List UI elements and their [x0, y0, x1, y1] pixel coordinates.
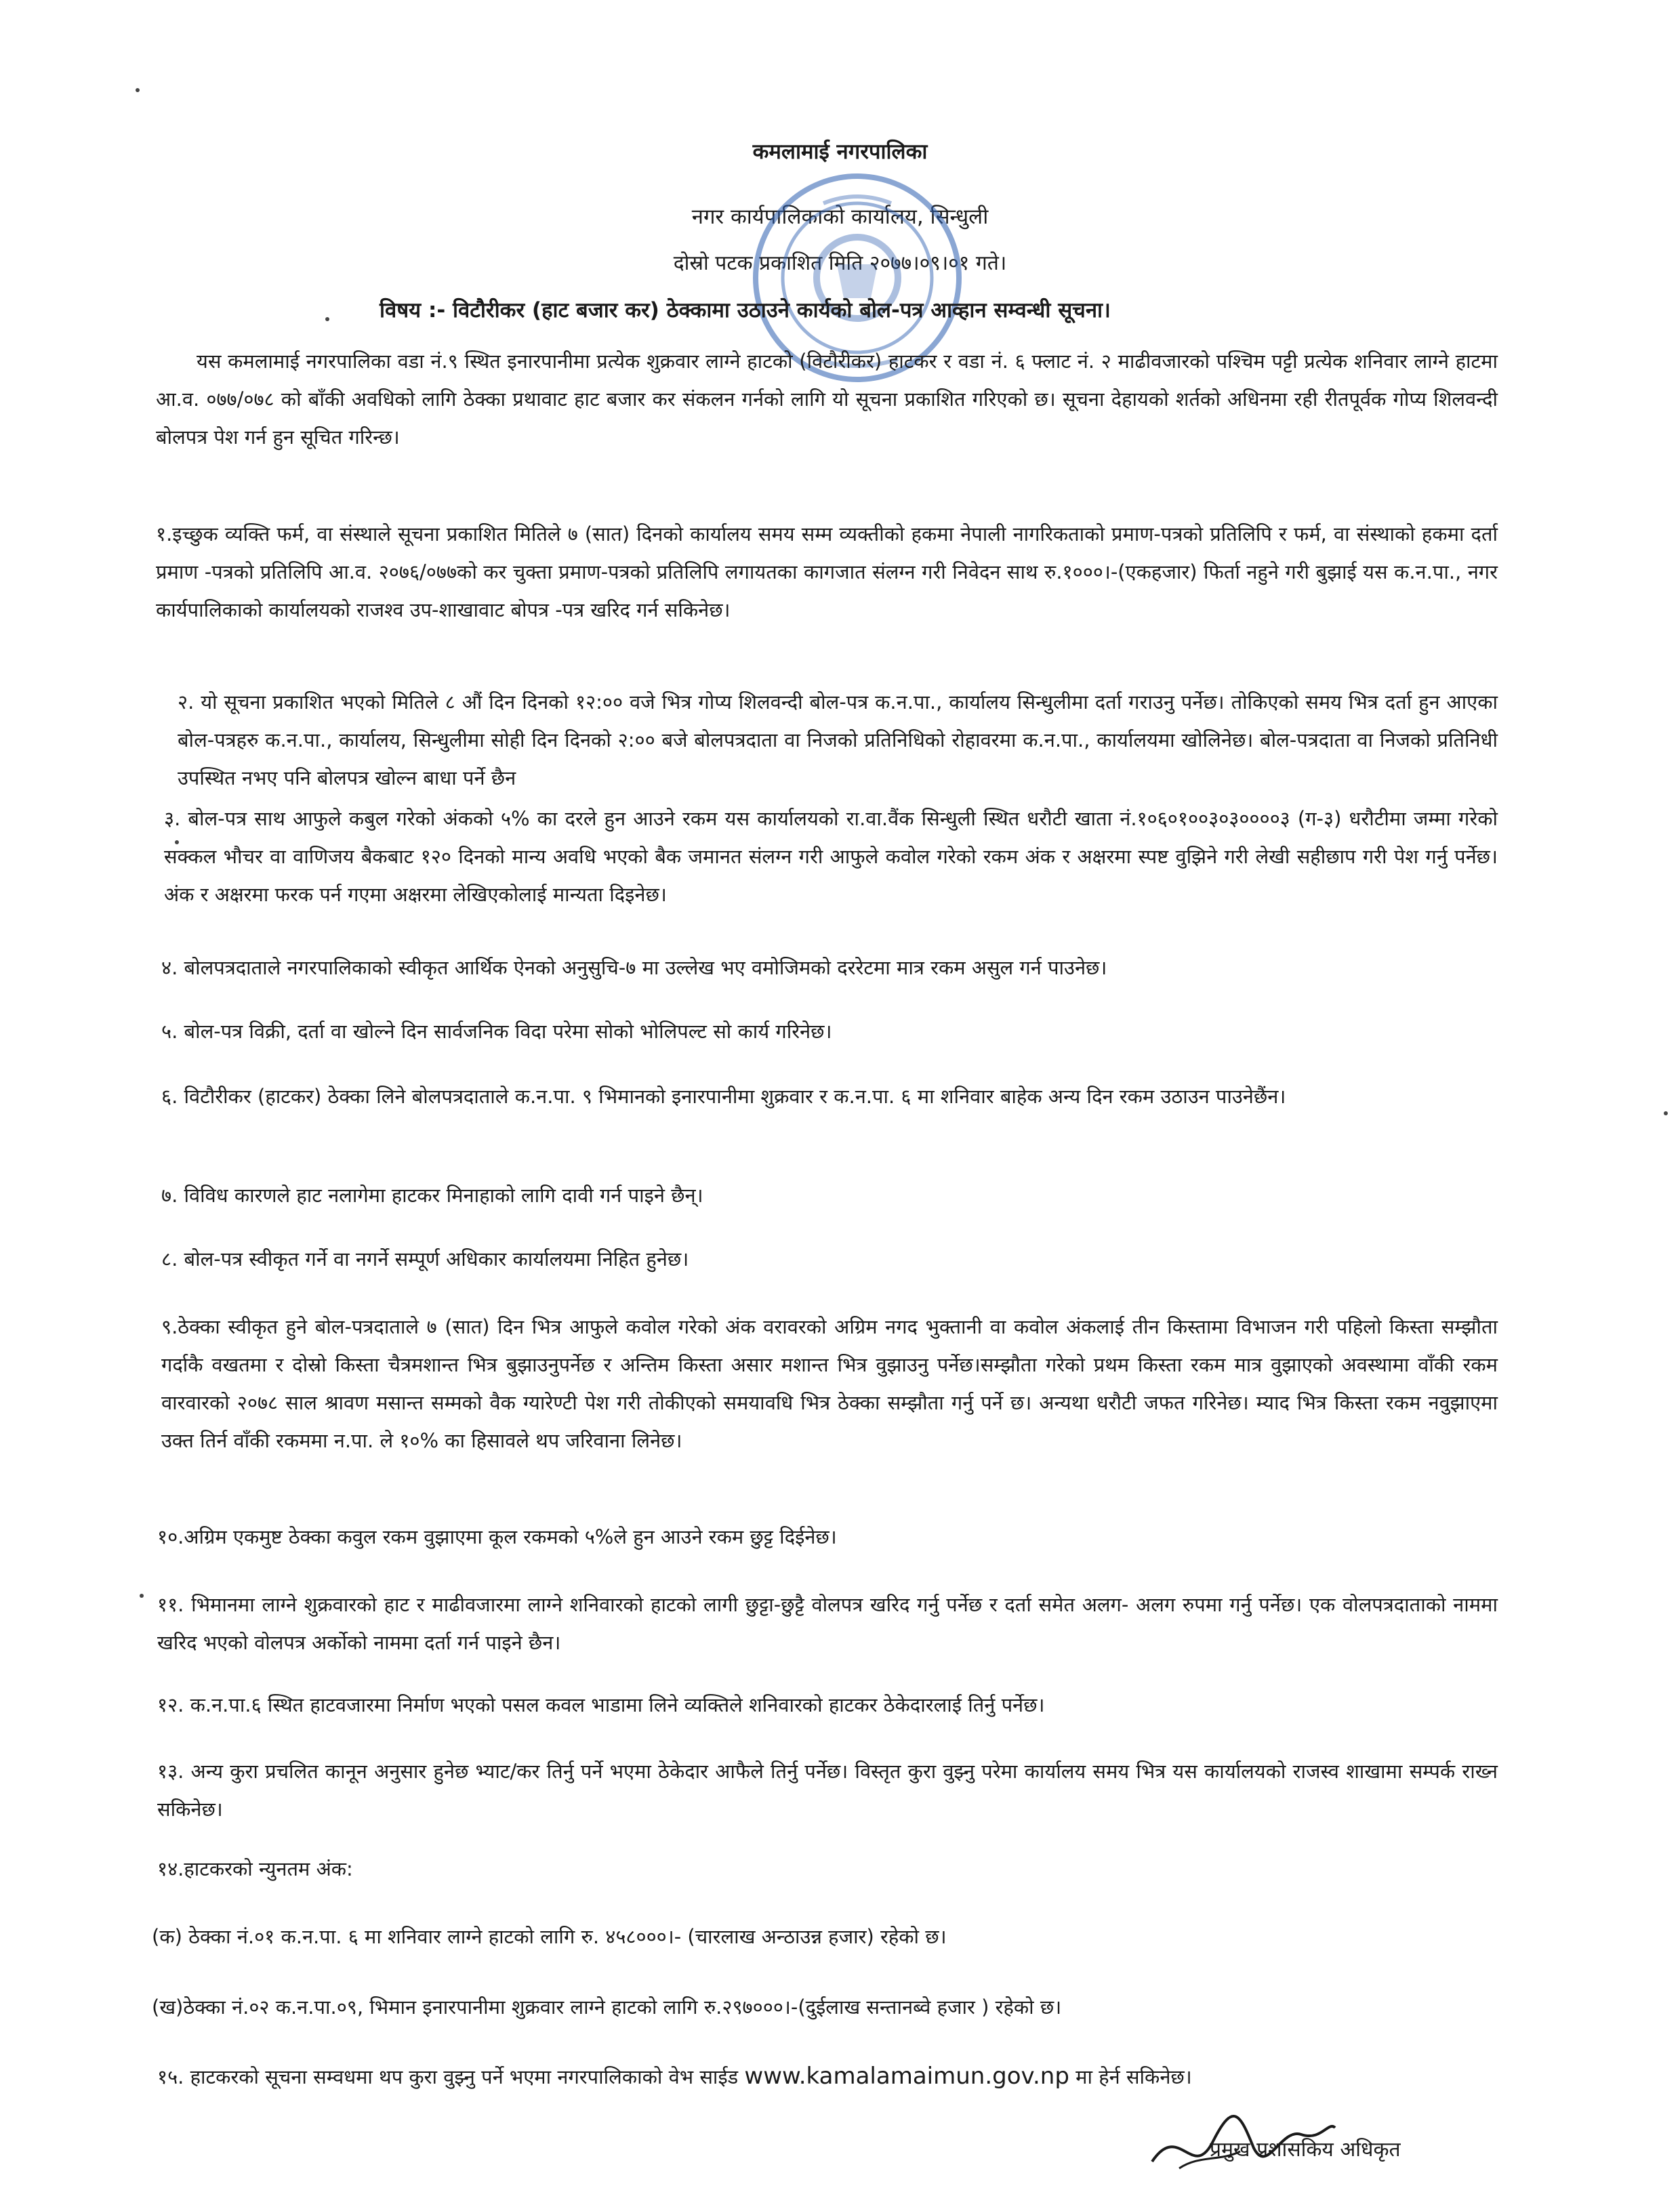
clause-6: ६. विटौरीकर (हाटकर) ठेक्का लिने बोलपत्रदाताले क.न.पा. ९ भिमानको इनारपानीमा शुक्रवार र क.न.पा. ६ मा शनिवार बाहेक अन्य दिन रकम उठाउन पाउनेछैंन।: [161, 1085, 1286, 1108]
clause-8: ८. बोल-पत्र स्वीकृत गर्ने वा नगर्ने सम्पूर्ण अधिकार कार्यालयमा निहित हुनेछ।: [161, 1247, 689, 1271]
clause-12: १२. क.न.पा.६ स्थित हाटवजारमा निर्माण भएको पसल कवल भाडामा लिने व्यक्तिले शनिवारको हाटकर ठेकेदारलाई तिर्नु पर्नेछ।: [157, 1693, 1045, 1716]
org-name: कमलामाई नगरपालिका: [752, 140, 928, 164]
notice-subject: विषय :- विटौरीकर (हाट बजार कर) ठेक्कामा उठाउने कार्यको बोल-पत्र आव्हान सम्वन्धी सूचना।: [380, 298, 1111, 323]
clause-7: ७. विविध कारणले हाट नलागेमा हाटकर मिनाहाको लागि दावी गर्न पाइने छैन्।: [161, 1184, 703, 1207]
signatory-title: प्रमुख प्रशासकिय अधिकृत: [1210, 2138, 1401, 2162]
publish-date: दोस्रो पटक प्रकाशित मिति २०७७।०९।०१ गते।: [673, 251, 1007, 275]
clause-14: १४.हाटकरको न्युनतम अंक:: [157, 1857, 353, 1880]
office-name: नगर कार्यपालिकाको कार्यालय, सिन्धुली: [691, 205, 989, 229]
notice-intro: यस कमलामाई नगरपालिका वडा नं.९ स्थित इनारपानीमा प्रत्येक शुक्रवार लाग्ने हाटको (विटौरीकर) हाटकर र वडा नं. ६ फ्लाट नं. २ माढीवजारको पश्चिम पट्टी प्रत्येक शनिवार लाग्ने हाटमा आ.व. ०७७/०७८ को बाँकी अवधिको लागि ठेक्का प्रथावाट हाट बजार कर संकलन गर्नको लागि यो सूचना प्रकाशित गरिएको छ। सूचना देहायको शर्तको अधिनमा रही रीतपूर्वक गोप्य शिलवन्दी बोलपत्र पेश गर्न हुन सूचित गरिन्छ।: [156, 350, 1498, 449]
clause-15-end: मा हेर्न सकिनेछ।: [1069, 2065, 1192, 2088]
clause-15: [157, 2057, 1498, 2096]
municipality-website-link[interactable]: www.kamalamaimun.gov.np: [744, 2063, 1069, 2090]
clause-14-kha: (ख)ठेक्का नं.०२ क.न.पा.०९, भिमान इनारपानीमा शुक्रवार लाग्ने हाटको लागि रु.२९७०००।-(दुईलाख सन्तानब्वे हजार ) रहेको छ।: [152, 1996, 1062, 2019]
clause-10: १०.अग्रिम एकमुष्ट ठेक्का कवुल रकम वुझाएमा कूल रकमको ५%ले हुन आउने रकम छुट्ट दिईनेछ।: [157, 1525, 837, 1548]
clause-4: ४. बोलपत्रदाताले नगरपालिकाको स्वीकृत आर्थिक ऐनको अनुसुचि-७ मा उल्लेख भए वमोजिमको दररेटमा मात्र रकम असुल गर्न पाउनेछ।: [161, 956, 1107, 979]
clause-3: ३. बोल-पत्र साथ आफुले कबुल गरेको अंकको ५% का दरले हुन आउने रकम यस कार्यालयको रा.वा.वैंक सिन्धुली स्थित धरौटी खाता नं.१०६०१००३०३००००३ (ग-३) धरौटीमा जम्मा गरेको सक्कल भौचर वा वाणिजय बैकबाट १२० दिनको मान्य अवधि भएको बैक जमानत संलग्न गरी आफुले कवोल गरेको रकम अंक र अक्षरमा स्पष्ट वुझिने गरी लेखी सहीछाप गरी पेश गर्नु पर्नेछ। अंक र अक्षरमा फरक पर्न गएमा अक्षरमा लेखिएकोलाई मान्यता दिइनेछ।: [164, 807, 1498, 906]
clause-1: १.इच्छुक व्यक्ति फर्म, वा संस्थाले सूचना प्रकाशित मितिले ७ (सात) दिनको कार्यालय समय सम्म व्यक्तीको हकमा नेपाली नागरिकताको प्रमाण-पत्रको प्रतिलिपि र फर्म, वा संस्थाको हकमा दर्ता प्रमाण -पत्रको प्रतिलिपि आ.व. २०७६/०७७को कर चुक्ता प्रमाण-पत्रको प्रतिलिपि लगायतका कागजात संलग्न गरी निवेदन साथ रु.१०००।-(एकहजार) फिर्ता नहुने गरी बुझाई यस क.न.पा., नगर कार्यपालिकाको कार्यालयको राजश्व उप-शाखावाट बोपत्र -पत्र खरिद गर्न सकिनेछ।: [156, 522, 1498, 621]
clause-14-ka: (क) ठेक्का नं.०१ क.न.पा. ६ मा शनिवार लाग्ने हाटको लागि रु. ४५८०००।- (चारलाख अन्ठाउन्न हजार) रहेको छ।: [152, 1925, 947, 1948]
clause-15-text: १५. हाटकरको सूचना सम्वधमा थप कुरा वुझ्नु पर्ने भएमा नगरपालिकाको वेभ साईड: [157, 2065, 745, 2088]
scan-speck: [175, 840, 179, 844]
clause-9: ९.ठेक्का स्वीकृत हुने बोल-पत्रदाताले ७ (सात) दिन भित्र आफुले कवोल गरेको अंक वरावरको अग्रिम नगद भुक्तानी वा कवोल अंकलाई तीन किस्तामा विभाजन गरी पहिलो किस्ता सम्झौता गर्दाकै वखतमा र दोस्रो किस्ता चैत्रमशान्त भित्र बुझाउनुपर्नेछ र अन्तिम किस्ता असार मशान्त भित्र वुझाउनु पर्नेछ।सम्झौता गरेको प्रथम किस्ता रकम मात्र वुझाएको अवस्थामा वाँकी रकम वारवारको २०७८ साल श्रावण मसान्त सम्मको वैक ग्यारेण्टी पेश गरी तोकीएको समयावधि भित्र ठेक्का सम्झौता गर्नु पर्ने छ। अन्यथा धरौटी जफत गरिनेछ। म्याद भित्र किस्ता रकम नवुझाएमा उक्त तिर्न वाँकी रकममा न.पा. ले १०% का हिसावले थप जरिवाना लिनेछ।: [161, 1315, 1498, 1452]
scan-speck: [325, 317, 329, 321]
clause-13: १३. अन्य कुरा प्रचलित कानून अनुसार हुनेछ भ्याट/कर तिर्नु पर्ने भएमा ठेकेदार आफैले तिर्नु पर्नेछ। विस्तृत कुरा वुझ्नु परेमा कार्यालय समय भित्र यस कार्यालयको राजस्व शाखामा सम्पर्क राख्न सकिनेछ।: [157, 1760, 1498, 1821]
clause-5: ५. बोल-पत्र विक्री, दर्ता वा खोल्ने दिन सार्वजनिक विदा परेमा सोको भोलिपल्ट सो कार्य गरिनेछ।: [161, 1020, 832, 1043]
clause-11: ११. भिमानमा लाग्ने शुक्रवारको हाट र माढीवजारमा लाग्ने शनिवारको हाटको लागी छुट्टा-छुट्टै वोलपत्र खरिद गर्नु पर्नेछ र दर्ता समेत अलग- अलग रुपमा गर्नु पर्नेछ। एक वोलपत्रदाताको नाममा खरिद भएको वोलपत्र अर्कोको नाममा दर्ता गर्न पाइने छैन।: [157, 1593, 1498, 1654]
clause-2: २. यो सूचना प्रकाशित भएको मितिले ८ औं दिन दिनको १२:०० वजे भित्र गोप्य शिलवन्दी बोल-पत्र क.न.पा., कार्यालय सिन्धुलीमा दर्ता गराउनु पर्नेछ। तोकिएको समय भित्र दर्ता हुन आएका बोल-पत्रहरु क.न.पा., कार्यालय, सिन्धुलीमा सोही दिन दिनको २:०० बजे बोलपत्रदाता वा निजको प्रतिनिधिको रोहावरमा क.न.पा., कार्यालयमा खोलिनेछ। बोल-पत्रदाता वा निजको प्रतिनिधी उपस्थित नभए पनि बोलपत्र खोल्न बाधा पर्ने छैन: [178, 690, 1498, 789]
scan-speck: [140, 1594, 144, 1598]
scan-speck: [1664, 1111, 1668, 1115]
scan-speck: [136, 88, 140, 92]
